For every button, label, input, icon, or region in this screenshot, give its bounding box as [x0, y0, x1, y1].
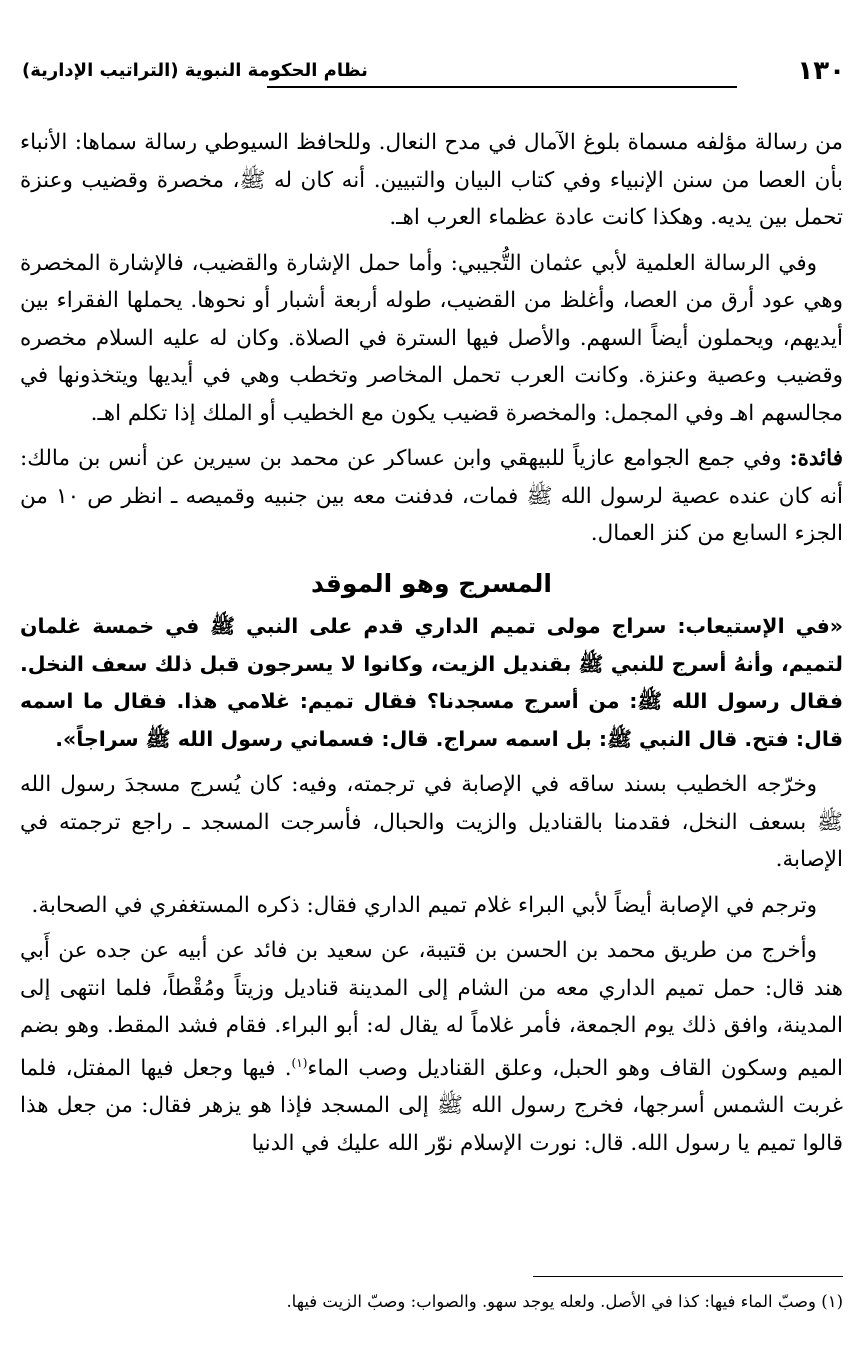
paragraph-part-1: وأخرج من طريق محمد بن الحسن بن قتيبة، عن سعيد بن فائد عن أبيه عن جده عن أَبي هند قال: حمل تميم الداري معه من الشام إلى المدينة قناديل وزيتاً ومُقْطاً، فلما انتهى إلى المدينة، وافق ذلك يوم الجمعة، فأمر غلاماً له يقال له: أبو البراء. فقام فشد المقط. وهو بضم الميم وسكون القاف وهو الحبل، وعلق القناديل وصب الماء	[20, 938, 843, 1081]
paragraph-khatib: وخرّجه الخطيب بسند ساقه في الإصابة في ترجمته، وفيه: كان يُسرج مسجدَ رسول الله ﷺ بسعف النخل، فقدمنا بالقناديل والزيت والحبال، فأسرجت المسجد ـ راجع ترجمته في الإصابة.	[20, 772, 843, 872]
benefit-text: وفي جمع الجوامع عازياً للبيهقي وابن عساكر عن محمد بن سيرين عن أنس بن مالك: أنه كان عنده عصية لرسول الله ﷺ فمات، فدفنت معه بين جنبيه وقميصه ـ انظر ص ١٠ من الجزء السابع من كنز العمال.	[20, 446, 844, 546]
header-rule	[267, 86, 737, 88]
page-body	[20, 124, 843, 1170]
running-title: نظام الحكومة النبوية (التراتيب الإدارية)	[22, 60, 368, 81]
footnote: (١) وصبّ الماء فيها: كذا في الأصل. ولعله يوجد سهو. والصواب: وصبّ الزيت فيها.	[286, 1292, 843, 1311]
footnote-rule	[533, 1276, 843, 1277]
paragraph-tamim-lamps	[20, 932, 843, 1162]
paragraph-benefit	[20, 440, 843, 553]
paragraph-abu-bara: وترجم في الإصابة أيضاً لأبي البراء غلام تميم الداري فقال: ذكره المستغفري في الصحابة.	[31, 892, 817, 918]
paragraph-part-2: . فيها وجعل فيها المفتل، فلما غربت الشمس أسرجها، فخرج رسول الله ﷺ إلى المسجد فإذا هو يزهر فقال: من جعل هذا قالوا تميم يا رسول الله. قال: نورت الإسلام نوّر الله عليك في الدنيا	[20, 1055, 843, 1156]
benefit-label: فائدة:	[789, 446, 843, 471]
page-header	[22, 52, 845, 92]
quote-istiab: «في الإستيعاب: سراج مولى تميم الداري قدم على النبي ﷺ في خمسة غلمان لتميم، وأنهُ أسرج للنبي ﷺ بقنديل الزيت، وكانوا لا يسرجون قبل ذلك سعف النخل. فقال رسول الله ﷺ: من أسرج مسجدنا؟ فقال تميم: غلامي هذا. فقال ما اسمه قال: فتح. قال النبي ﷺ: بل اسمه سراج. قال: فسماني رسول الله ﷺ سراجاً».	[20, 614, 843, 751]
paragraph-tujibi: وفي الرسالة العلمية لأبي عثمان التُّجيبي: وأما حمل الإشارة والقضيب، فالإشارة المخصرة وهي عود أرق من العصا، وأغلظ من القضيب، طوله أربعة أشبار أو نحوها. يحملها الفقراء بين أيديهم، ويحملون أيضاً السهم. والأصل فيها السترة في الصلاة. وكان له عليه السلام مخصره وقضيب وعصية وعنزة. وكانت العرب تحمل المخاصر وتخطب وهي في أيديها ويتخذونها في مجالسهم اهـ وفي المجمل: والمخصرة قضيب يكون مع الخطيب أو الملك إذا تكلم اهـ.	[20, 250, 843, 426]
footnote-reference[interactable]: (١)	[291, 1055, 308, 1070]
page-number: ١٣٠	[797, 56, 845, 86]
section-heading: المسرج وهو الموقد	[311, 568, 552, 598]
paragraph-continuation: من رسالة مؤلفه مسماة بلوغ الآمال في مدح النعال. وللحافظ السيوطي رسالة سماها: الأنباء بأن العصا من سنن الإنبياء وفي كتاب البيان والتبيين. أنه كان له ﷺ، مخصرة وقضيب وعنزة تحمل بين يديه. وهكذا كانت عادة عظماء العرب اهـ.	[20, 130, 843, 230]
